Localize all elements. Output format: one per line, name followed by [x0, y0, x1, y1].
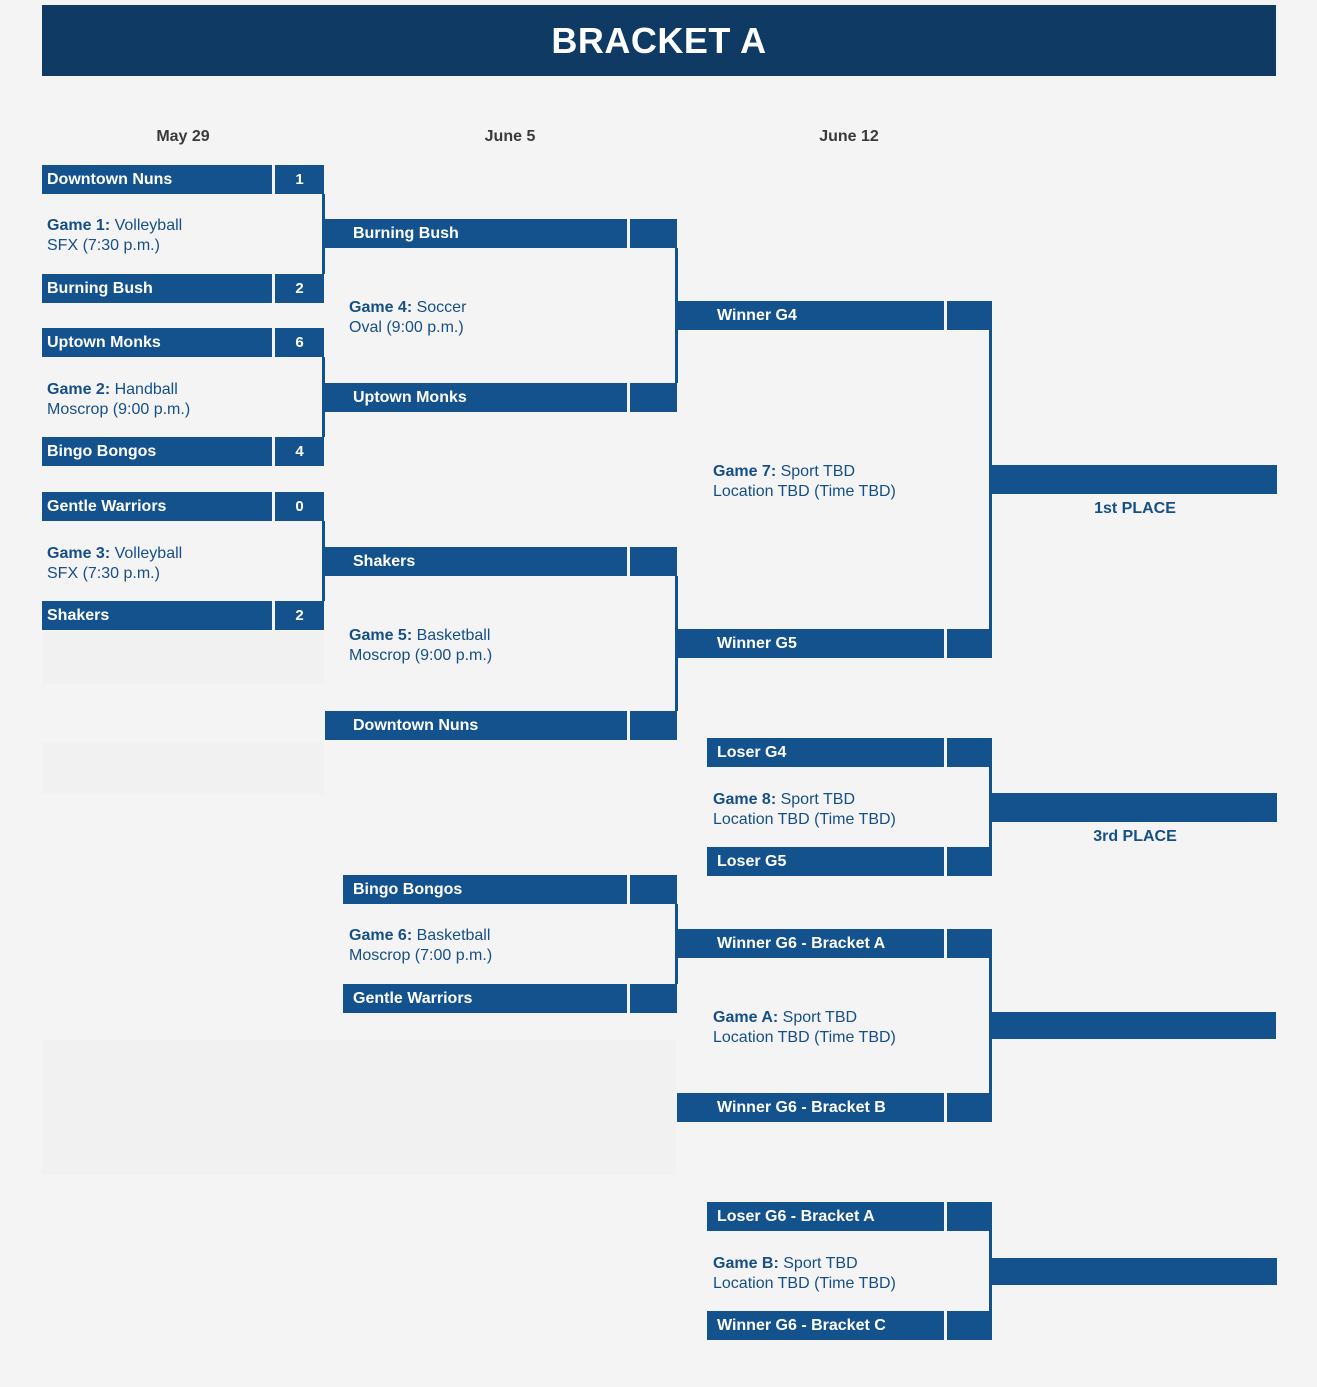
team-score	[630, 875, 677, 904]
team-slot: Loser G6 - Bracket A	[707, 1202, 944, 1231]
team-slot: Gentle Warriors	[42, 492, 272, 521]
team-slot: Loser G5	[707, 847, 944, 876]
game-info: Game 8: Sport TBD Location TBD (Time TBD)	[713, 791, 896, 828]
team-score	[947, 1202, 992, 1231]
team-score	[630, 984, 677, 1013]
team-slot: Bingo Bongos	[343, 875, 627, 904]
game-info: Game 4: Soccer Oval (9:00 p.m.)	[349, 299, 467, 336]
team-score	[947, 929, 992, 958]
result-slot	[992, 1258, 1277, 1285]
team-slot: Shakers	[42, 601, 272, 630]
team-slot: Winner G4	[677, 301, 944, 330]
team-score	[947, 301, 992, 330]
team-slot: Downtown Nuns	[42, 165, 272, 194]
team-score: 4	[275, 437, 324, 466]
result-slot	[992, 465, 1277, 494]
team-score	[947, 1093, 992, 1122]
team-score: 2	[275, 601, 324, 630]
team-score	[947, 1311, 992, 1340]
date-round-1: May 29	[156, 128, 210, 145]
team-slot: Bingo Bongos	[42, 437, 272, 466]
team-slot: Burning Bush	[325, 219, 627, 248]
team-score	[947, 629, 992, 658]
team-slot: Uptown Monks	[42, 328, 272, 357]
empty-panel	[42, 632, 324, 684]
game-info: Game 1: Volleyball SFX (7:30 p.m.)	[47, 217, 183, 254]
third-place-label: 3rd PLACE	[1093, 828, 1177, 845]
game-info: Game 3: Volleyball SFX (7:30 p.m.)	[47, 545, 183, 582]
team-slot: Downtown Nuns	[325, 711, 627, 740]
team-score: 1	[275, 165, 324, 194]
result-slot	[992, 793, 1277, 822]
team-score	[947, 847, 992, 876]
bracket-title: BRACKET A	[42, 5, 1276, 76]
team-score	[630, 547, 677, 576]
first-place-label: 1st PLACE	[1094, 500, 1176, 517]
team-slot: Winner G6 - Bracket B	[677, 1093, 944, 1122]
date-round-2: June 5	[484, 128, 536, 145]
game-info: Game B: Sport TBD Location TBD (Time TBD)	[713, 1255, 896, 1292]
game-info: Game 5: Basketball Moscrop (9:00 p.m.)	[349, 627, 493, 664]
team-slot: Winner G6 - Bracket A	[677, 929, 944, 958]
team-score	[630, 383, 677, 412]
team-score	[630, 219, 677, 248]
game-info: Game 6: Basketball Moscrop (7:00 p.m.)	[349, 927, 493, 964]
team-slot: Gentle Warriors	[343, 984, 627, 1013]
team-slot: Burning Bush	[42, 274, 272, 303]
game-info: Game A: Sport TBD Location TBD (Time TBD)	[713, 1009, 896, 1046]
team-slot: Winner G5	[677, 629, 944, 658]
team-score	[630, 711, 677, 740]
team-slot: Loser G4	[707, 738, 944, 767]
team-score: 6	[275, 328, 324, 357]
team-slot: Winner G6 - Bracket C	[707, 1311, 944, 1340]
empty-panel	[42, 742, 324, 794]
date-round-3: June 12	[819, 128, 879, 145]
team-slot: Uptown Monks	[325, 383, 627, 412]
team-score: 0	[275, 492, 324, 521]
empty-panel	[42, 1040, 676, 1175]
team-score	[947, 738, 992, 767]
game-info: Game 7: Sport TBD Location TBD (Time TBD)	[713, 463, 896, 500]
result-slot	[992, 1012, 1276, 1039]
game-info: Game 2: Handball Moscrop (9:00 p.m.)	[47, 381, 191, 418]
team-slot: Shakers	[325, 547, 627, 576]
team-score: 2	[275, 274, 324, 303]
